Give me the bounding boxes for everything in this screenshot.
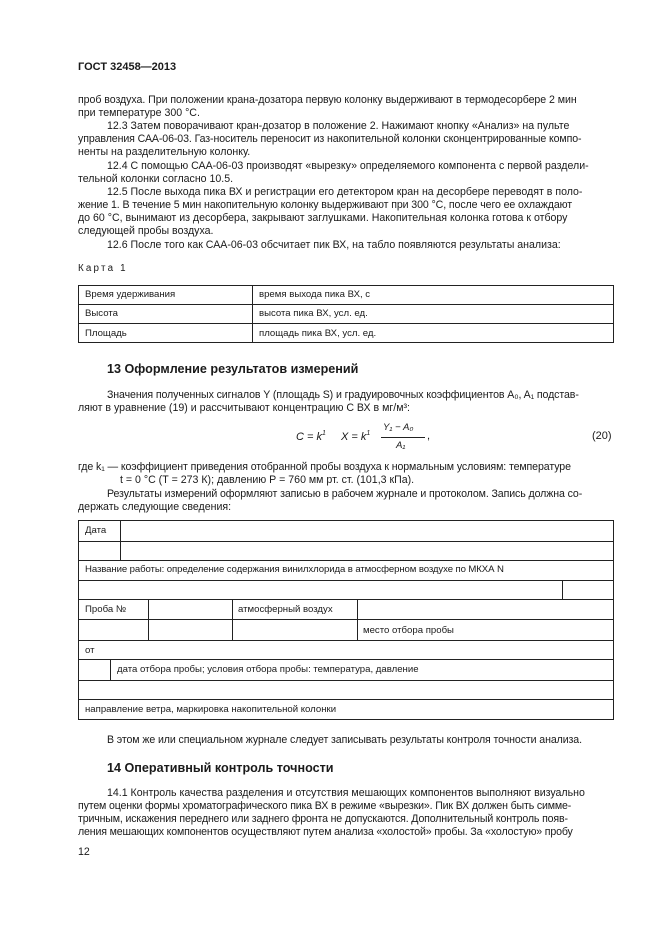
form-date-label: Дата xyxy=(85,525,107,536)
form-col-divider xyxy=(148,599,149,640)
formula-number: (20) xyxy=(592,430,612,442)
form-col-divider xyxy=(110,659,111,680)
form-col-divider xyxy=(357,599,358,640)
p12-3-line-1: 12.3 Затем поворачивают кран-дозатор в положение 2. Нажимают кнопку «Анализ» на пульте xyxy=(107,120,570,132)
form-sampling: дата отбора пробы; условия отбора пробы: температура, давление xyxy=(117,664,419,675)
p12-6: 12.6 После того как САА-06-03 обсчитает пик ВХ, на табло появляются результаты анализа: xyxy=(107,239,561,251)
form-row-divider xyxy=(78,680,614,681)
form-row-divider xyxy=(78,699,614,700)
karta-row-divider xyxy=(78,323,614,324)
s14-line-1: 14.1 Контроль качества разделения и отсутствия мешающих компонентов выполняют визуально xyxy=(107,787,585,799)
section-13-title: 13 Оформление результатов измерений xyxy=(107,362,359,376)
karta-cell: площадь пика ВХ, усл. ед. xyxy=(259,328,377,339)
formula-20 xyxy=(296,420,616,456)
form-from: от xyxy=(85,645,95,656)
form-row-divider xyxy=(78,560,614,561)
intro-line-1: проб воздуха. При положении крана-дозатора первую колонку выдерживают в термодесорбере 2 мин xyxy=(78,94,577,106)
s14-line-4: ления мешающих компонентов осуществляют путем анализа «холостой» пробы. За «холостую» пробу xyxy=(78,826,573,838)
p12-5-line-3: до 60 °С, вынимают из десорбера, закрывают заглушками. Накопительная колонка готова к отбору xyxy=(78,212,568,224)
form-col-divider xyxy=(120,520,121,560)
formula-lhs: $C = k^1$ xyxy=(296,430,326,443)
p12-4-line-2: тельной колонки согласно 10.5. xyxy=(78,173,234,185)
form-sample-no: Проба № xyxy=(85,604,127,615)
s13-para2-line1: Результаты измерений оформляют записью в рабочем журнале и протоколом. Запись должна со- xyxy=(107,488,583,500)
form-work-name: Название работы: определение содержания винилхлорида в атмосферном воздухе по МКХА N xyxy=(85,564,504,575)
karta-cell: время выхода пика ВХ, с xyxy=(259,289,371,300)
record-form xyxy=(78,520,614,720)
s13-where-line2: t = 0 °С (Т = 273 К); давлению Р = 760 мм рт. ст. (101,3 кПа). xyxy=(120,474,415,486)
p12-3-line-3: ненты на разделительную колонку. xyxy=(78,146,251,158)
s14-line-2: путем оценки формы хроматографического пика ВХ в режиме «вырезки». Пик ВХ должен быть симме- xyxy=(78,800,572,812)
p12-5-line-2: жение 1. В течение 5 мин накопительную колонку выдерживают при 300 °С, после чего ее охлаждают xyxy=(78,199,572,211)
form-col-divider xyxy=(562,580,563,599)
form-sample-site: место отбора пробы xyxy=(363,625,454,636)
formula-denominator: A₁ xyxy=(396,440,406,451)
s13-para2-line2: держать следующие сведения: xyxy=(78,501,232,513)
intro-line-2: при температуре 300 °С. xyxy=(78,107,200,119)
document-code: ГОСТ 32458—2013 xyxy=(78,61,177,73)
section-14-title: 14 Оперативный контроль точности xyxy=(107,761,334,775)
s13-para1-line2: ляют в уравнение (19) и рассчитывают концентрацию С ВХ в мг/м³: xyxy=(78,402,410,414)
form-row-divider xyxy=(78,541,614,542)
s13-where-line1: где k₁ — коэффициент приведения отобранной пробы воздуха к нормальным условиям: температуре xyxy=(78,461,571,473)
form-col-divider xyxy=(232,599,233,640)
form-row-divider xyxy=(78,599,614,600)
formula-fraction-bar xyxy=(381,437,425,438)
karta-cell: высота пика ВХ, усл. ед. xyxy=(259,308,368,319)
form-row-divider xyxy=(78,659,614,660)
p12-5-line-4: следующей пробы воздуха. xyxy=(78,225,214,237)
karta-label: Карта 1 xyxy=(78,263,128,274)
form-wind: направление ветра, маркировка накопительной колонки xyxy=(85,704,337,715)
page-number: 12 xyxy=(78,846,90,858)
karta-cell: Площадь xyxy=(85,328,127,339)
p12-5-line-1: 12.5 После выхода пика ВХ и регистрации его детектором кран на десорбере переводят в поло- xyxy=(107,186,583,198)
formula-tail: , xyxy=(427,430,431,442)
s14-line-3: тричным, искажения переднего или заднего фронта не допускаются. Дополнительный контроль появ- xyxy=(78,813,568,825)
form-air: атмосферный воздух xyxy=(238,604,333,615)
formula-numerator: Y₁ − A₀ xyxy=(383,422,414,433)
s13-para1-line1: Значения полученных сигналов Y (площадь S) и градуировочных коэффициентов A₀, A₁ подстав- xyxy=(107,389,579,401)
form-row-divider xyxy=(78,619,614,620)
form-row-divider xyxy=(78,640,614,641)
karta-col-divider xyxy=(252,285,253,343)
p12-3-line-2: управления САА-06-03. Газ-носитель переносит из накопительной колонки сконцентрированные компо- xyxy=(78,133,582,145)
journal-note: В этом же или специальном журнале следует записывать результаты контроля точности анализа. xyxy=(107,734,582,746)
karta-cell: Время удерживания xyxy=(85,289,176,300)
formula-mid: $X = k^1$ xyxy=(341,430,371,443)
karta-row-divider xyxy=(78,304,614,305)
p12-4-line-1: 12.4 С помощью САА-06-03 производят «вырезку» определяемого компонента с первой раздели- xyxy=(107,160,589,172)
form-row-divider xyxy=(78,580,614,581)
karta-cell: Высота xyxy=(85,308,118,319)
